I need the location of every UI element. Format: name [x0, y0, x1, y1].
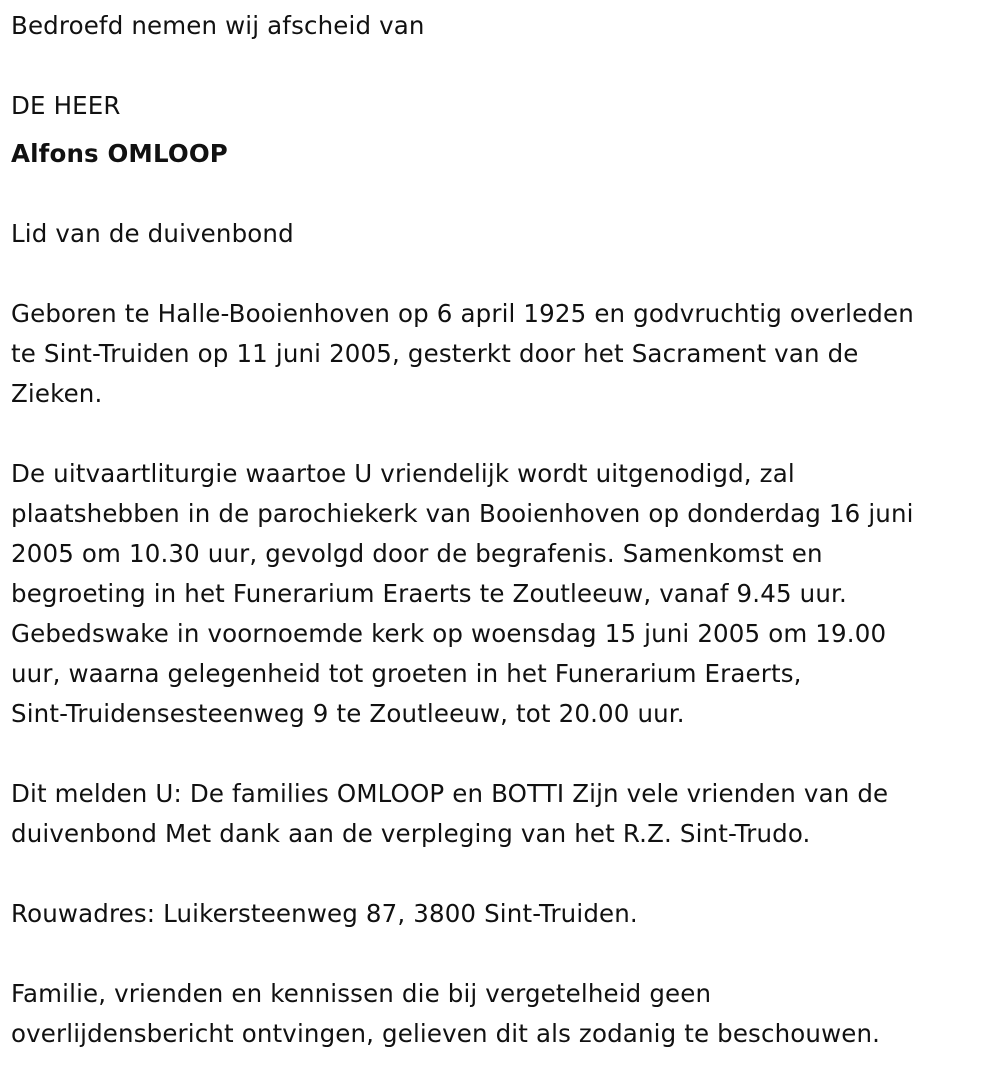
mourning-address: Rouwadres: Luikersteenweg 87, 3800 Sint-Truiden. [11, 899, 638, 928]
spacer [11, 254, 986, 294]
closing-paragraph: Familie, vrienden en kennissen die bij vergetelheid geen overlijdensbericht ontvingen, gelieven dit als zodanig te beschouwen. [11, 979, 881, 1048]
spacer [11, 854, 986, 894]
deceased-name: Alfons OMLOOP [11, 139, 228, 168]
obituary-notice [11, 6, 986, 1054]
spacer [11, 734, 986, 774]
honorific: DE HEER [11, 91, 121, 120]
funeral-paragraph: De uitvaartliturgie waartoe U vriendelijk wordt uitgenodigd, zal plaatshebben in de parochiekerk van Booienhoven op donderdag 16 juni 2005 om 10.30 uur, gevolgd door de begrafenis. Samenkomst en begroeting in het Funerarium Eraerts te Zoutleeuw, vanaf 9.45 uur. Gebedswake in voornoemde kerk op woensdag 15 juni 2005 om 19.00 uur, waarna gelegenheid tot groeten in het Funerarium Eraerts, Sint-Truidensesteenweg 9 te Zoutleeuw, tot 20.00 uur. [11, 459, 914, 728]
spacer [11, 414, 986, 454]
announcers-paragraph: Dit melden U: De families OMLOOP en BOTTI Zijn vele vrienden van de duivenbond Met dank aan de verpleging van het R.Z. Sint-Trudo. [11, 779, 889, 848]
birth-death-paragraph: Geboren te Halle-Booienhoven op 6 april 1925 en godvruchtig overleden te Sint-Truiden op 11 juni 2005, gesterkt door het Sacrament van de Zieken. [11, 299, 914, 408]
spacer [11, 934, 986, 974]
intro-line: Bedroefd nemen wij afscheid van [11, 11, 425, 40]
spacer [11, 126, 986, 134]
spacer [11, 46, 986, 86]
membership-line: Lid van de duivenbond [11, 219, 294, 248]
spacer [11, 174, 986, 214]
